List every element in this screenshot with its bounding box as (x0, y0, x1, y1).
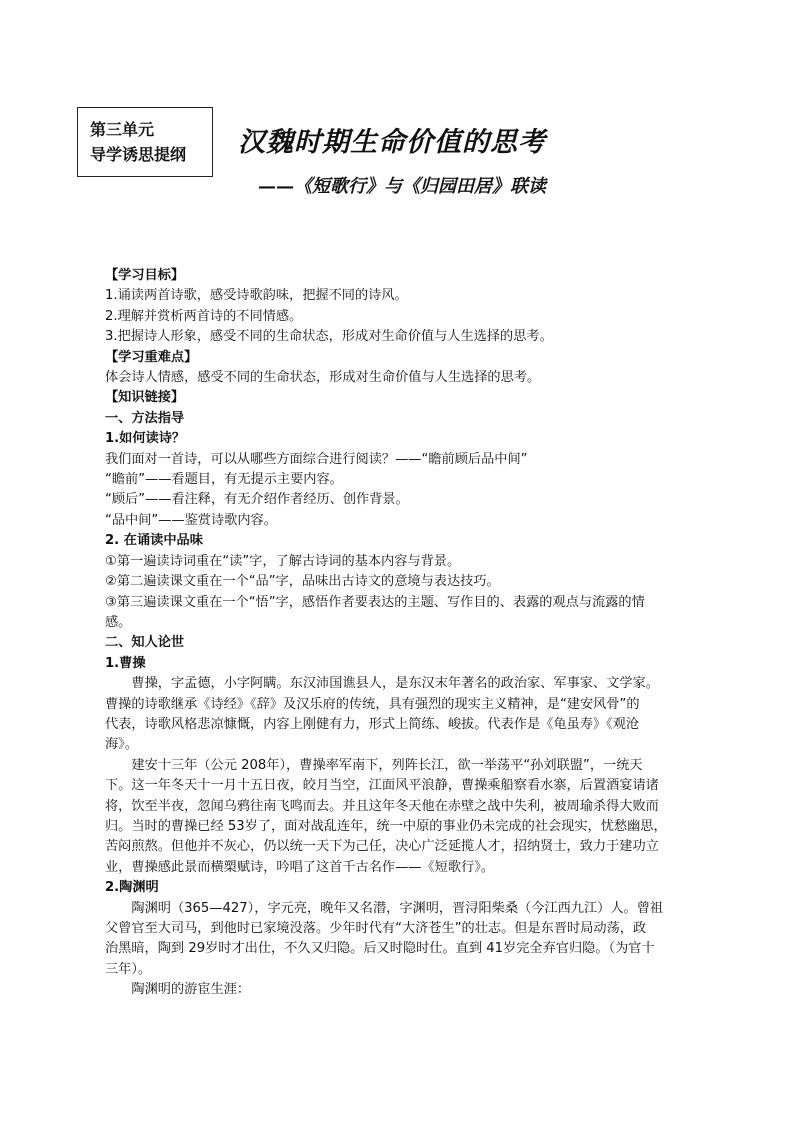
text-line: 【知识链接】 (105, 390, 185, 406)
page-title: 汉魏时期生命价值的思考 (238, 127, 546, 158)
text-line: 1.如何读诗？ (105, 431, 186, 447)
text-line: 代表，诗歌风格悲凉慷慨，内容上刚健有力，形式上简练、峻拔。代表作是《龟虽寿》《观沧 (105, 716, 640, 732)
text-line: 我们面对一首诗，可以从哪些方面综合进行阅读？——“瞻前顾后品中间” (105, 451, 528, 467)
text-line: 3.把握诗人形象，感受不同的生命状态，形成对生命价值与人生选择的思考。 (105, 329, 553, 345)
text-line: ③第三遍读课文重在一个“悟”字，感悟作者要表达的主题、写作目的、表露的观点与流露的情 (105, 594, 645, 610)
text-line: 1.曹操 (105, 655, 146, 671)
text-line: “瞻前”——看题目，有无提示主要内容。 (105, 472, 343, 488)
text-line: 感。 (105, 614, 132, 630)
text-line: 【学习重难点】 (105, 349, 198, 365)
text-line: 1.诵读两首诗歌，感受诗歌韵味，把握不同的诗风。 (105, 288, 408, 304)
unit-label-box (77, 107, 213, 177)
text-line: 二、知人论世 (105, 635, 185, 651)
text-line: 陶渊明（365—427），字元亮，晚年又名潜，字渊明，晋浔阳柴桑（今江西九江）人。曾祖 (131, 900, 664, 916)
text-line: ②第二遍读课文重在一个“品”字，品味出古诗文的意境与表达技巧。 (105, 574, 500, 590)
text-line: 2. 在诵读中品味 (105, 533, 203, 549)
text-line: 苦闷煎熬。但他并不灰心，仍以统一天下为己任，决心广泛延揽人才，招纳贤士，致力于建功立 (105, 839, 659, 855)
document-body (105, 266, 705, 1001)
text-line: “品中间”——鉴赏诗歌内容。 (105, 512, 277, 528)
text-line: ①第一遍读诗词重在“读”字，了解古诗词的基本内容与背景。 (105, 553, 461, 569)
text-line: 三年）。 (105, 961, 152, 977)
text-line: 业，曹操感此景而横槊赋诗，吟唱了这首千古名作——《短歌行》。 (105, 859, 495, 875)
text-line: 父曾官至大司马，到他时已家境没落。少年时代有“大济苍生”的壮志。但是东晋时局动荡，政 (105, 921, 647, 936)
text-line: 建安十三年（公元 208年），曹操率军南下，列阵长江，欲一举荡平“孙刘联盟”，一统天 (131, 757, 643, 773)
page-subtitle: ——《短歌行》与《归园田居》联读 (258, 176, 546, 197)
text-line: 曹操，字孟德，小字阿瞒。东汉沛国谯县人，是东汉末年著名的政治家、军事家、文学家。 (131, 676, 659, 692)
text-line: 一、方法指导 (105, 410, 185, 426)
text-line: 体会诗人情感，感受不同的生命状态，形成对生命价值与人生选择的思考。 (105, 370, 541, 386)
text-line: 2.陶渊明 (105, 880, 159, 896)
text-line: 治黑暗，陶到 29岁时才出仕，不久又归隐。后又时隐时仕。直到 41岁完全弃官归隐。（为官十 (105, 941, 655, 957)
text-line: 2.理解并赏析两首诗的不同情感。 (105, 308, 303, 324)
text-line: 海》。 (105, 737, 138, 753)
text-line: 曹操的诗歌继承《诗经》《辞》及汉乐府的传统，具有强烈的现实主义精神，是“建安风骨”的 (105, 696, 640, 712)
text-line: “顾后”——看注释，有无介绍作者经历、创作背景。 (105, 492, 409, 508)
text-line: 归。当时的曹操已经 53岁了，面对战乱连年，统一中原的事业仍未完成的社会现实，忧愁幽思， (105, 818, 667, 834)
text-line: 下。这一年冬天十一月十五日夜，皎月当空，江面风平浪静，曹操乘船察看水寨，后置酒宴请诸 (105, 778, 659, 794)
unit-label: 第三单元 (90, 120, 155, 139)
text-line: 将，饮至半夜，忽闻乌鸦往南飞鸣而去。并且这年冬天他在赤壁之战中失利，被周瑜杀得大败而 (105, 798, 659, 814)
text-line: 陶渊明的游宦生涯： (131, 982, 251, 998)
text-line: 【学习目标】 (105, 268, 185, 283)
unit-subtitle-label: 导学诱思提纲 (90, 145, 187, 164)
